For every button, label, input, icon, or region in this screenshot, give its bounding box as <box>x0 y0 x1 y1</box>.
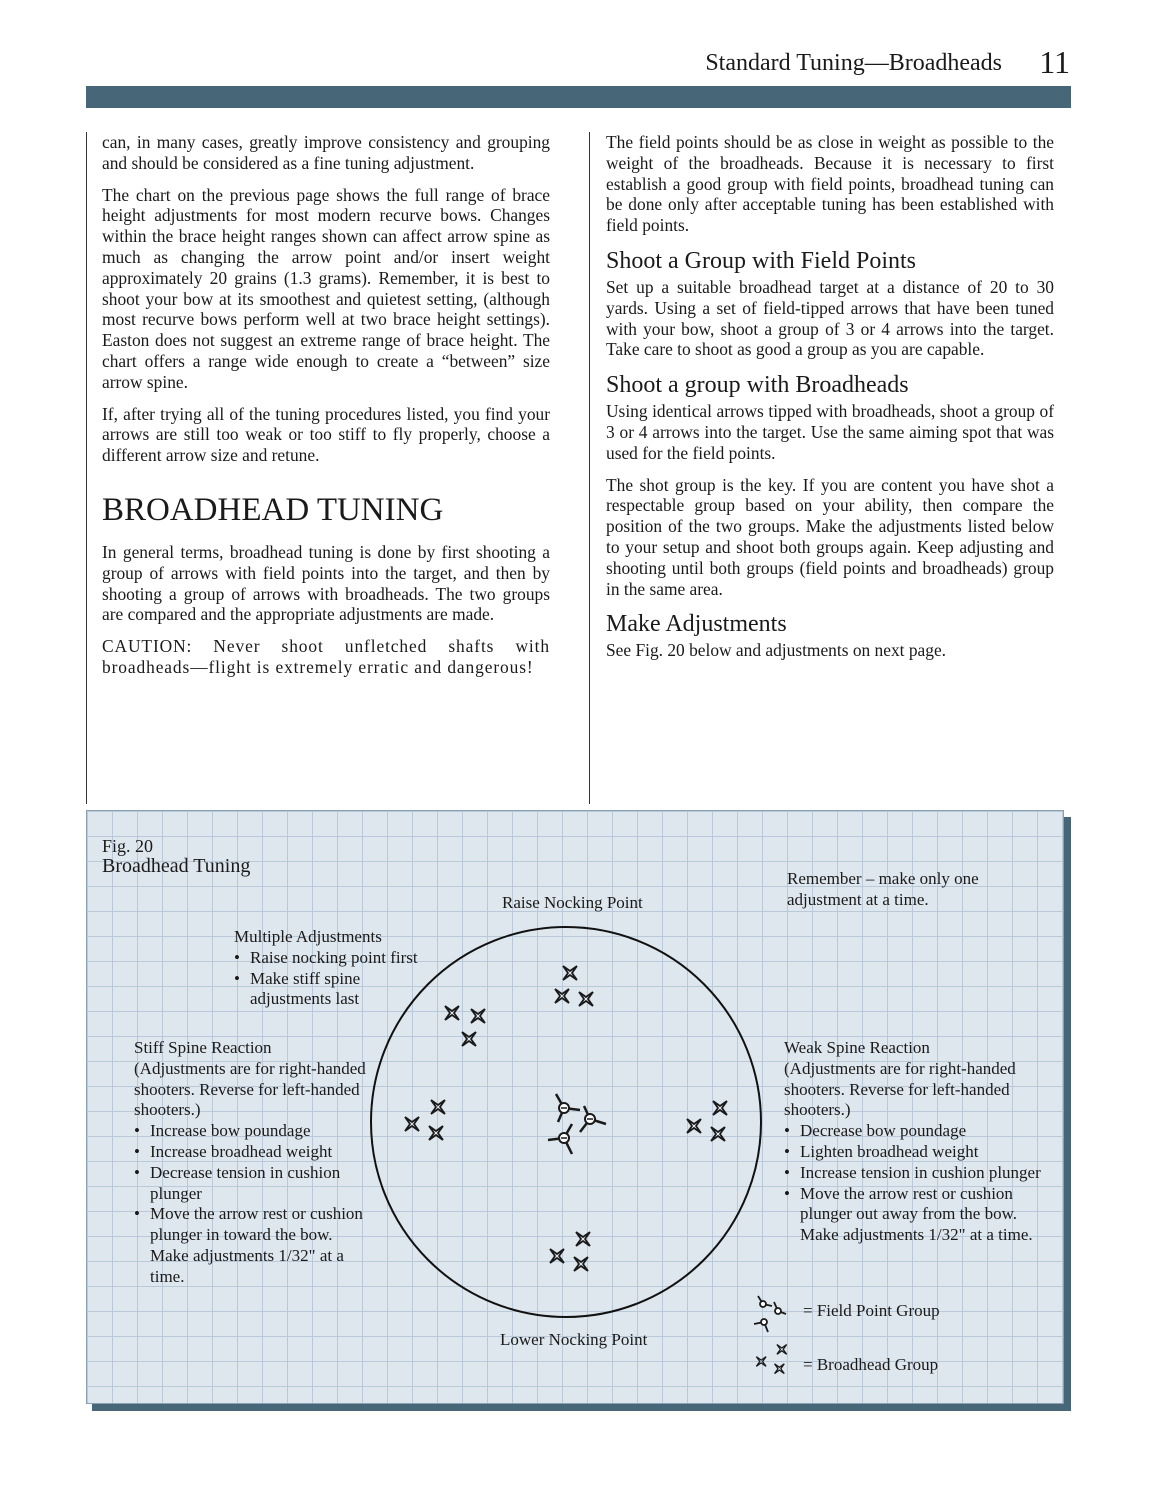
weak-spine-title: Weak Spine Reaction <box>784 1038 930 1057</box>
running-header-title: Standard Tuning—Broadheads <box>705 50 1002 76</box>
list-item: • Decrease tension in cushion plunger <box>150 1163 370 1205</box>
subheading: Shoot a group with Broadheads <box>606 372 909 399</box>
legend-broadhead-icon <box>756 1345 786 1374</box>
paragraph: In general terms, broadhead tuning is done by first shooting a group of arrows with field points into the target, and then by shooting a group of arrows with broadheads. The two groups are compared and the appropriate adjustments are made. <box>102 541 550 625</box>
figure-title: Broadhead Tuning <box>102 855 251 877</box>
list-item: • Increase broadhead weight <box>150 1142 370 1163</box>
left-column-rule <box>86 132 87 804</box>
header-bar <box>86 86 1071 108</box>
section-heading: BROADHEAD TUNING <box>102 491 444 528</box>
list-item: • Increase tension in cushion plunger <box>800 1163 1042 1184</box>
right-column <box>606 132 1054 672</box>
legend-field-point-icon <box>754 1296 786 1332</box>
broadhead-group-upper-left <box>445 1006 485 1046</box>
left-column <box>102 132 550 689</box>
paragraph: See Fig. 20 below and adjustments on next page. <box>606 640 947 661</box>
paragraph: The shot group is the key. If you are content you have shot a respectable group based on your ability, then compare the position of the two groups. Make the adjustments listed below to your setup and shoot both groups again. Keep adjusting and shooting until both groups (field points and broadheads) group in the same area. <box>606 474 1054 599</box>
broadhead-group-bottom <box>550 1232 590 1271</box>
field-point-group <box>548 1094 606 1154</box>
figure-label: Fig. 20 <box>102 836 154 856</box>
list-item: • Move the arrow rest or cushion plunger in toward the bow. Make adjustments 1/32" at a time. <box>150 1204 370 1287</box>
paragraph: Using identical arrows tipped with broadheads, shoot a group of 3 or 4 arrows into the target. Use the same aiming spot that was used for the field points. <box>606 401 1054 463</box>
broadhead-group-top <box>555 966 593 1006</box>
weak-spine-reaction <box>784 1038 1042 1246</box>
list-item: • Move the arrow rest or cushion plunger out away from the bow. Make adjustments 1/32" at a time. <box>800 1184 1042 1246</box>
weak-spine-note: (Adjustments are for right-handed shooters. Reverse for left-handed shooters.) <box>784 1058 1016 1120</box>
legend-field-point-label: = Field Point Group <box>803 1301 940 1320</box>
broadhead-group-right <box>687 1101 727 1141</box>
center-column-rule <box>589 132 590 804</box>
stiff-spine-note: (Adjustments are for right-handed shooters. Reverse for left-handed shooters.) <box>134 1058 366 1120</box>
list-item: • Increase bow poundage <box>150 1121 370 1142</box>
page-number: 11 <box>1039 44 1070 80</box>
remember-note: Remember – make only one adjustment at a time. <box>787 869 979 909</box>
list-item: • Raise nocking point first <box>250 948 444 969</box>
broadhead-group-left <box>405 1100 445 1140</box>
list-item: • Make stiff spine adjustments last <box>250 969 444 1011</box>
paragraph: The field points should be as close in weight as possible to the weight of the broadheads. Because it is necessary to first establish a good group with field points, broadhead tuning can be done only after acceptable tuning has been established with field points. <box>606 132 1054 236</box>
stiff-spine-reaction <box>134 1038 370 1288</box>
multiple-adjustments <box>234 927 444 1010</box>
legend-broadhead-label: = Broadhead Group <box>803 1355 939 1374</box>
paragraph: Set up a suitable broadhead target at a distance of 20 to 30 yards. Using a set of field-tipped arrows that have been tuned with your bow, shoot a group of 3 or 4 arrows into the target. Take care to shoot as good a group as you are capable. <box>606 276 1054 360</box>
paragraph: can, in many cases, greatly improve consistency and grouping and should be considered as a fine tuning adjustment. <box>102 132 550 173</box>
multiple-adjustments-title: Multiple Adjustments <box>234 927 382 946</box>
paragraph: If, after trying all of the tuning procedures listed, you find your arrows are still too weak or too stiff to fly properly, choose a different arrow size and retune. <box>102 403 550 466</box>
lower-nocking-label: Lower Nocking Point <box>500 1330 648 1349</box>
subheading: Shoot a Group with Field Points <box>606 247 917 274</box>
list-item: • Lighten broadhead weight <box>800 1142 1042 1163</box>
raise-nocking-label: Raise Nocking Point <box>502 893 643 912</box>
stiff-spine-title: Stiff Spine Reaction <box>134 1038 272 1057</box>
subheading: Make Adjustments <box>606 611 787 638</box>
caution-text: CAUTION: Never shoot unfletched shafts with broadheads—flight is extremely erratic and dangerous! <box>102 636 550 677</box>
paragraph: The chart on the previous page shows the full range of brace height adjustments for most modern recurve bows. Changes within the brace height ranges shown can affect arrow spine as much as changing the arrow point and/or insert weight approximately 20 grains (1.3 grams). Remember, it is best to shoot your bow at its smoothest and quietest setting, (although most recurve bows perform well at two brace height settings). Easton does not suggest an extreme range of brace height. The chart offers a range wide enough to create a “between” size arrow spine. <box>102 184 550 392</box>
list-item: • Decrease bow poundage <box>800 1121 1042 1142</box>
